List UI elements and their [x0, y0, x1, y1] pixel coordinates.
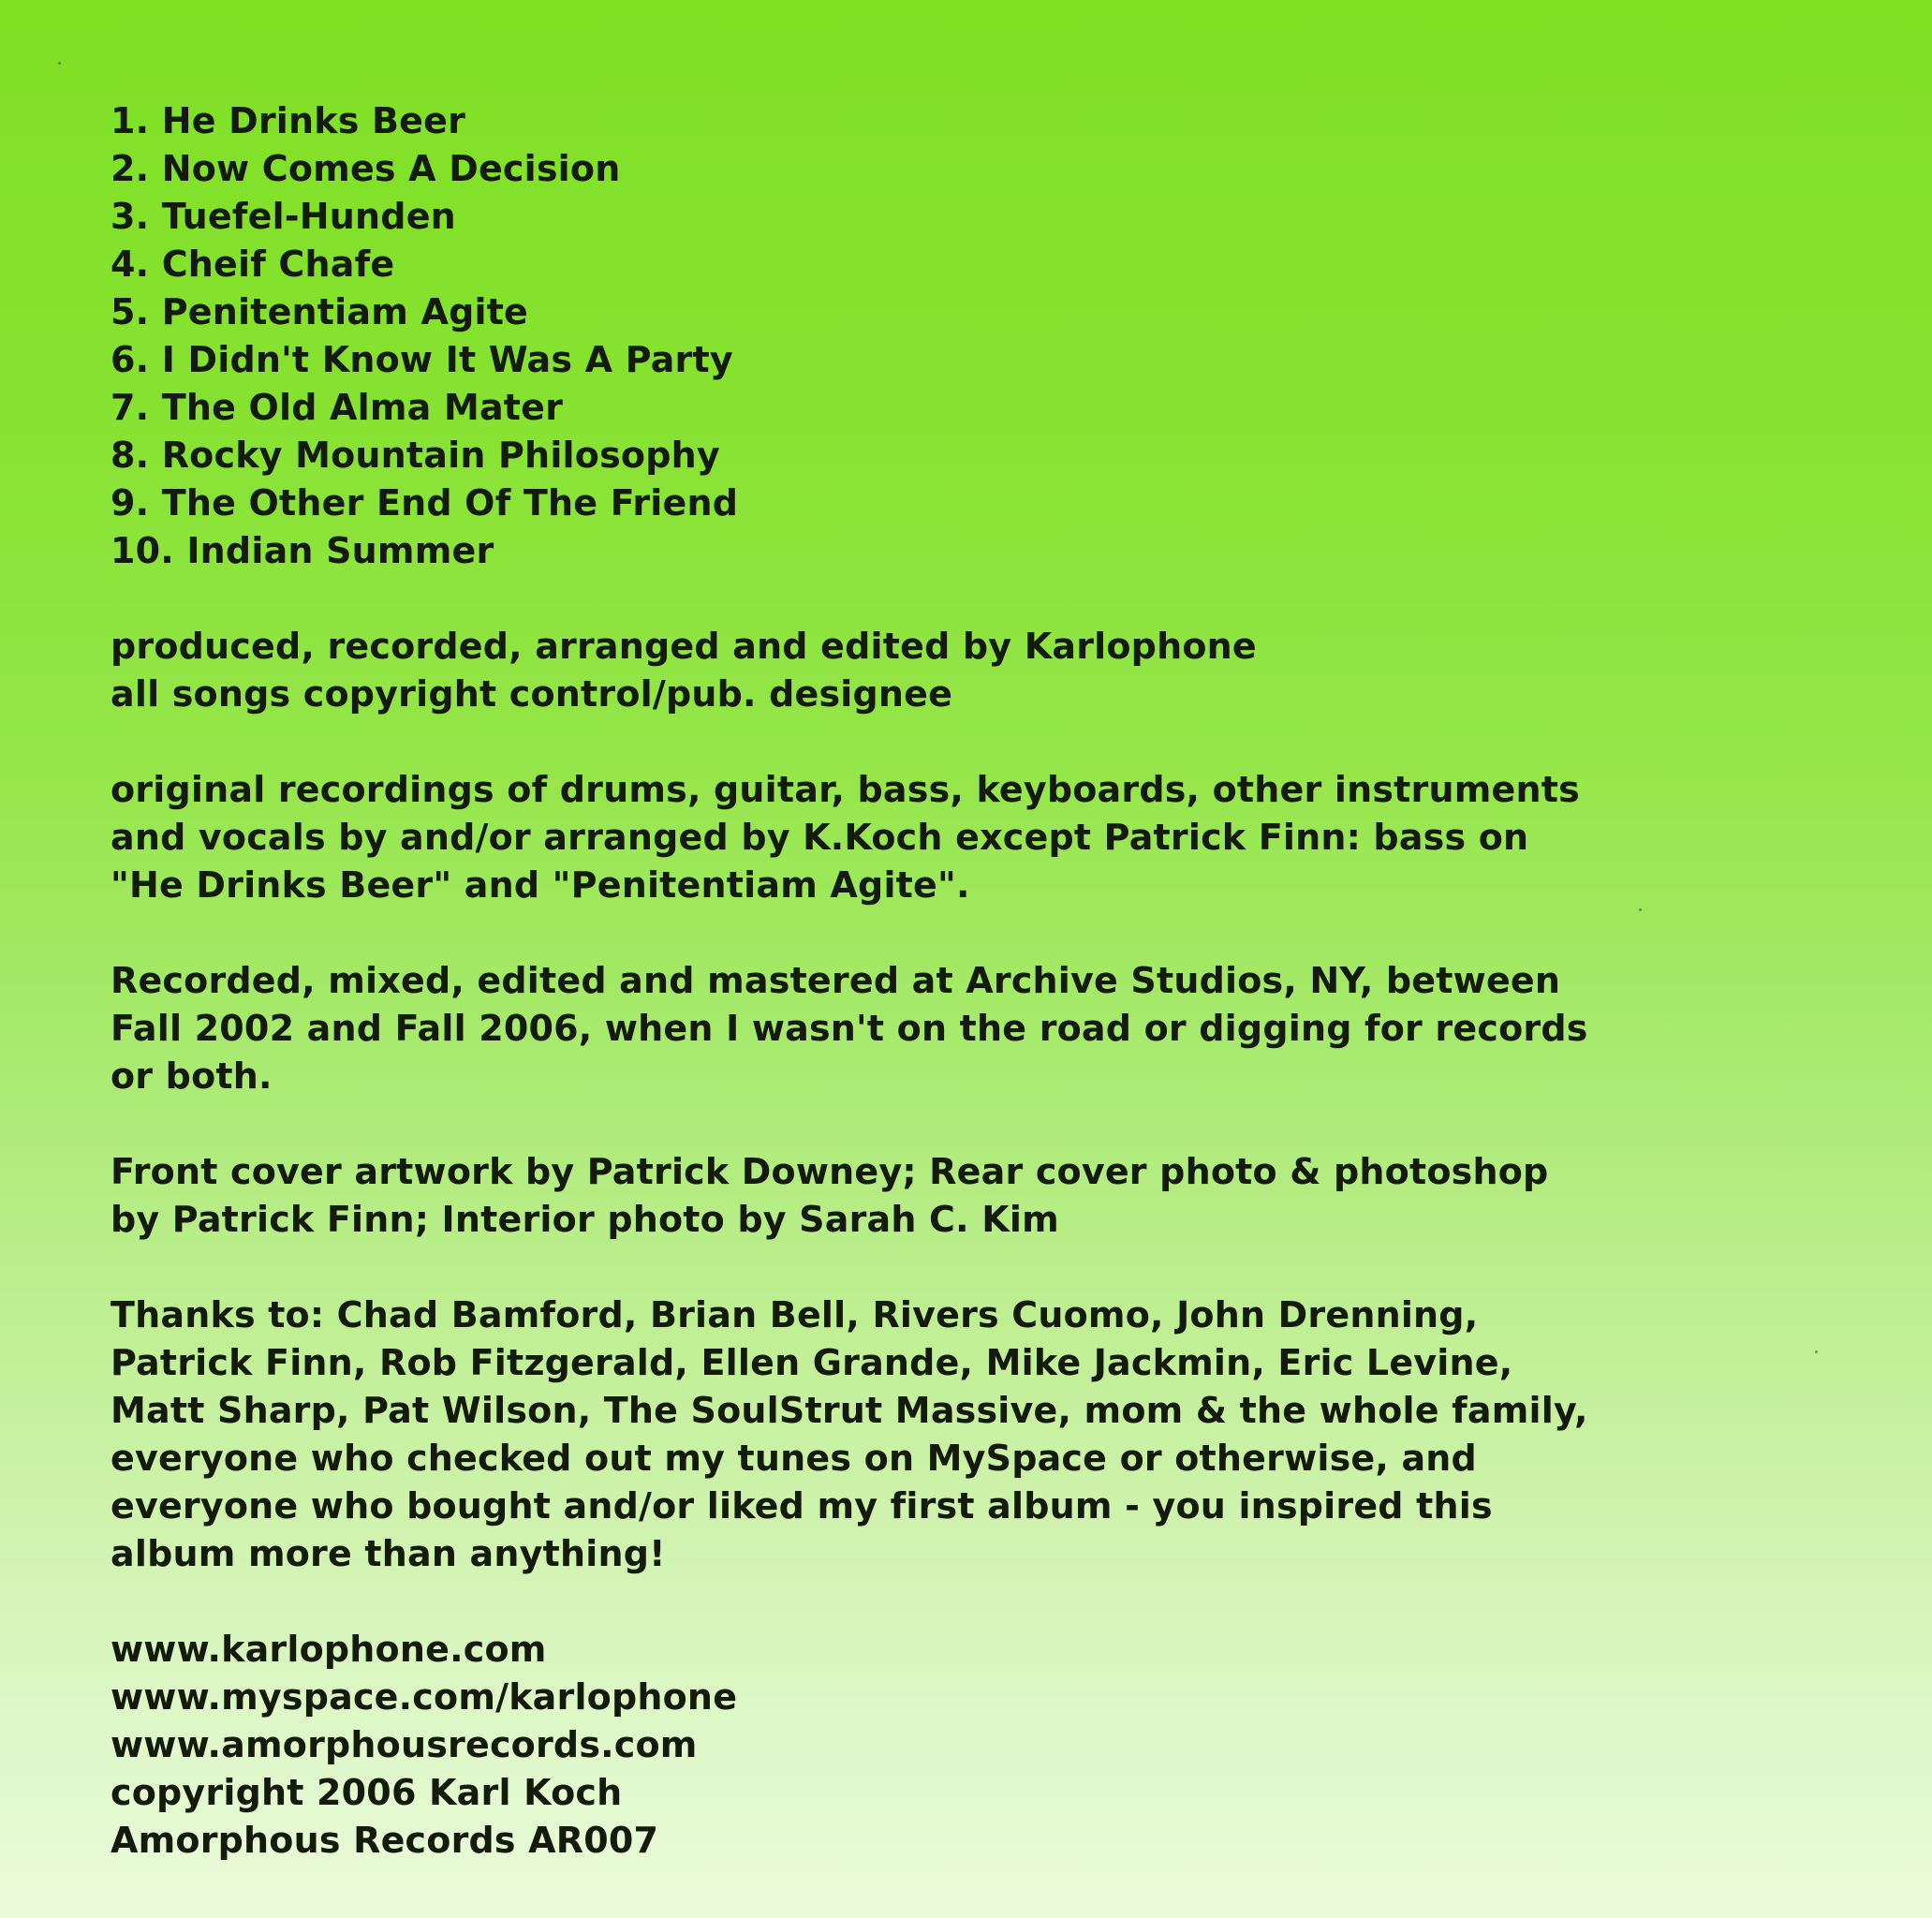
tracklist: [111, 97, 1609, 575]
recordings-note: original recordings of drums, guitar, bass, keyboards, other instruments and vocals by and/or arranged by K.Koch except Patrick Finn: bass on "He Drinks Beer" and "Penitentiam Agite".: [111, 769, 1580, 906]
recordings-note-block: [111, 766, 1609, 909]
production-credits: [111, 623, 1609, 718]
copyright-notice: copyright 2006 Karl Koch: [111, 1772, 623, 1813]
track-item: 3. Tuefel-Hunden: [111, 196, 456, 237]
track-item: 4. Cheif Chafe: [111, 243, 395, 285]
track-item: 9. The Other End Of The Friend: [111, 482, 739, 524]
thanks-block: [111, 1291, 1609, 1578]
production-line: produced, recorded, arranged and edited by Karlophone: [111, 626, 1257, 667]
footer-info: [111, 1626, 1609, 1865]
track-item: 8. Rocky Mountain Philosophy: [111, 435, 720, 476]
track-item: 10. Indian Summer: [111, 530, 494, 571]
catalog-number: Amorphous Records AR007: [111, 1820, 659, 1861]
liner-notes: [111, 97, 1609, 1865]
print-speck: [1639, 908, 1642, 911]
label-website-link[interactable]: www.amorphousrecords.com: [111, 1724, 698, 1765]
print-speck: [1815, 1350, 1818, 1353]
track-item: 5. Penitentiam Agite: [111, 291, 529, 332]
track-item: 1. He Drinks Beer: [111, 100, 466, 141]
artwork-credits: Front cover artwork by Patrick Downey; Rear cover photo & photoshop by Patrick Finn; Interior photo by Sarah C. Kim: [111, 1151, 1549, 1240]
thanks-text: Thanks to: Chad Bamford, Brian Bell, Rivers Cuomo, John Drenning, Patrick Finn, Rob Fitzgerald, Ellen Grande, Mike Jackmin, Eric Levine, Matt Sharp, Pat Wilson, The SoulStrut Massive, mom & the whole family, everyone who checked out my tunes on MySpace or otherwise, and everyone who bought and/or liked my first album - you inspired this album more than anything!: [111, 1294, 1588, 1574]
studio-note: Recorded, mixed, edited and mastered at Archive Studios, NY, between Fall 2002 and Fall 2006, when I wasn't on the road or digging for records or both.: [111, 960, 1588, 1097]
copyright-control-line: all songs copyright control/pub. designee: [111, 673, 953, 715]
print-speck: [58, 62, 61, 65]
website-link[interactable]: www.karlophone.com: [111, 1629, 547, 1670]
track-item: 2. Now Comes A Decision: [111, 148, 621, 189]
track-item: 6. I Didn't Know It Was A Party: [111, 339, 733, 380]
track-item: 7. The Old Alma Mater: [111, 387, 564, 428]
myspace-link[interactable]: www.myspace.com/karlophone: [111, 1676, 738, 1718]
studio-note-block: [111, 957, 1609, 1100]
artwork-credits-block: [111, 1148, 1609, 1244]
